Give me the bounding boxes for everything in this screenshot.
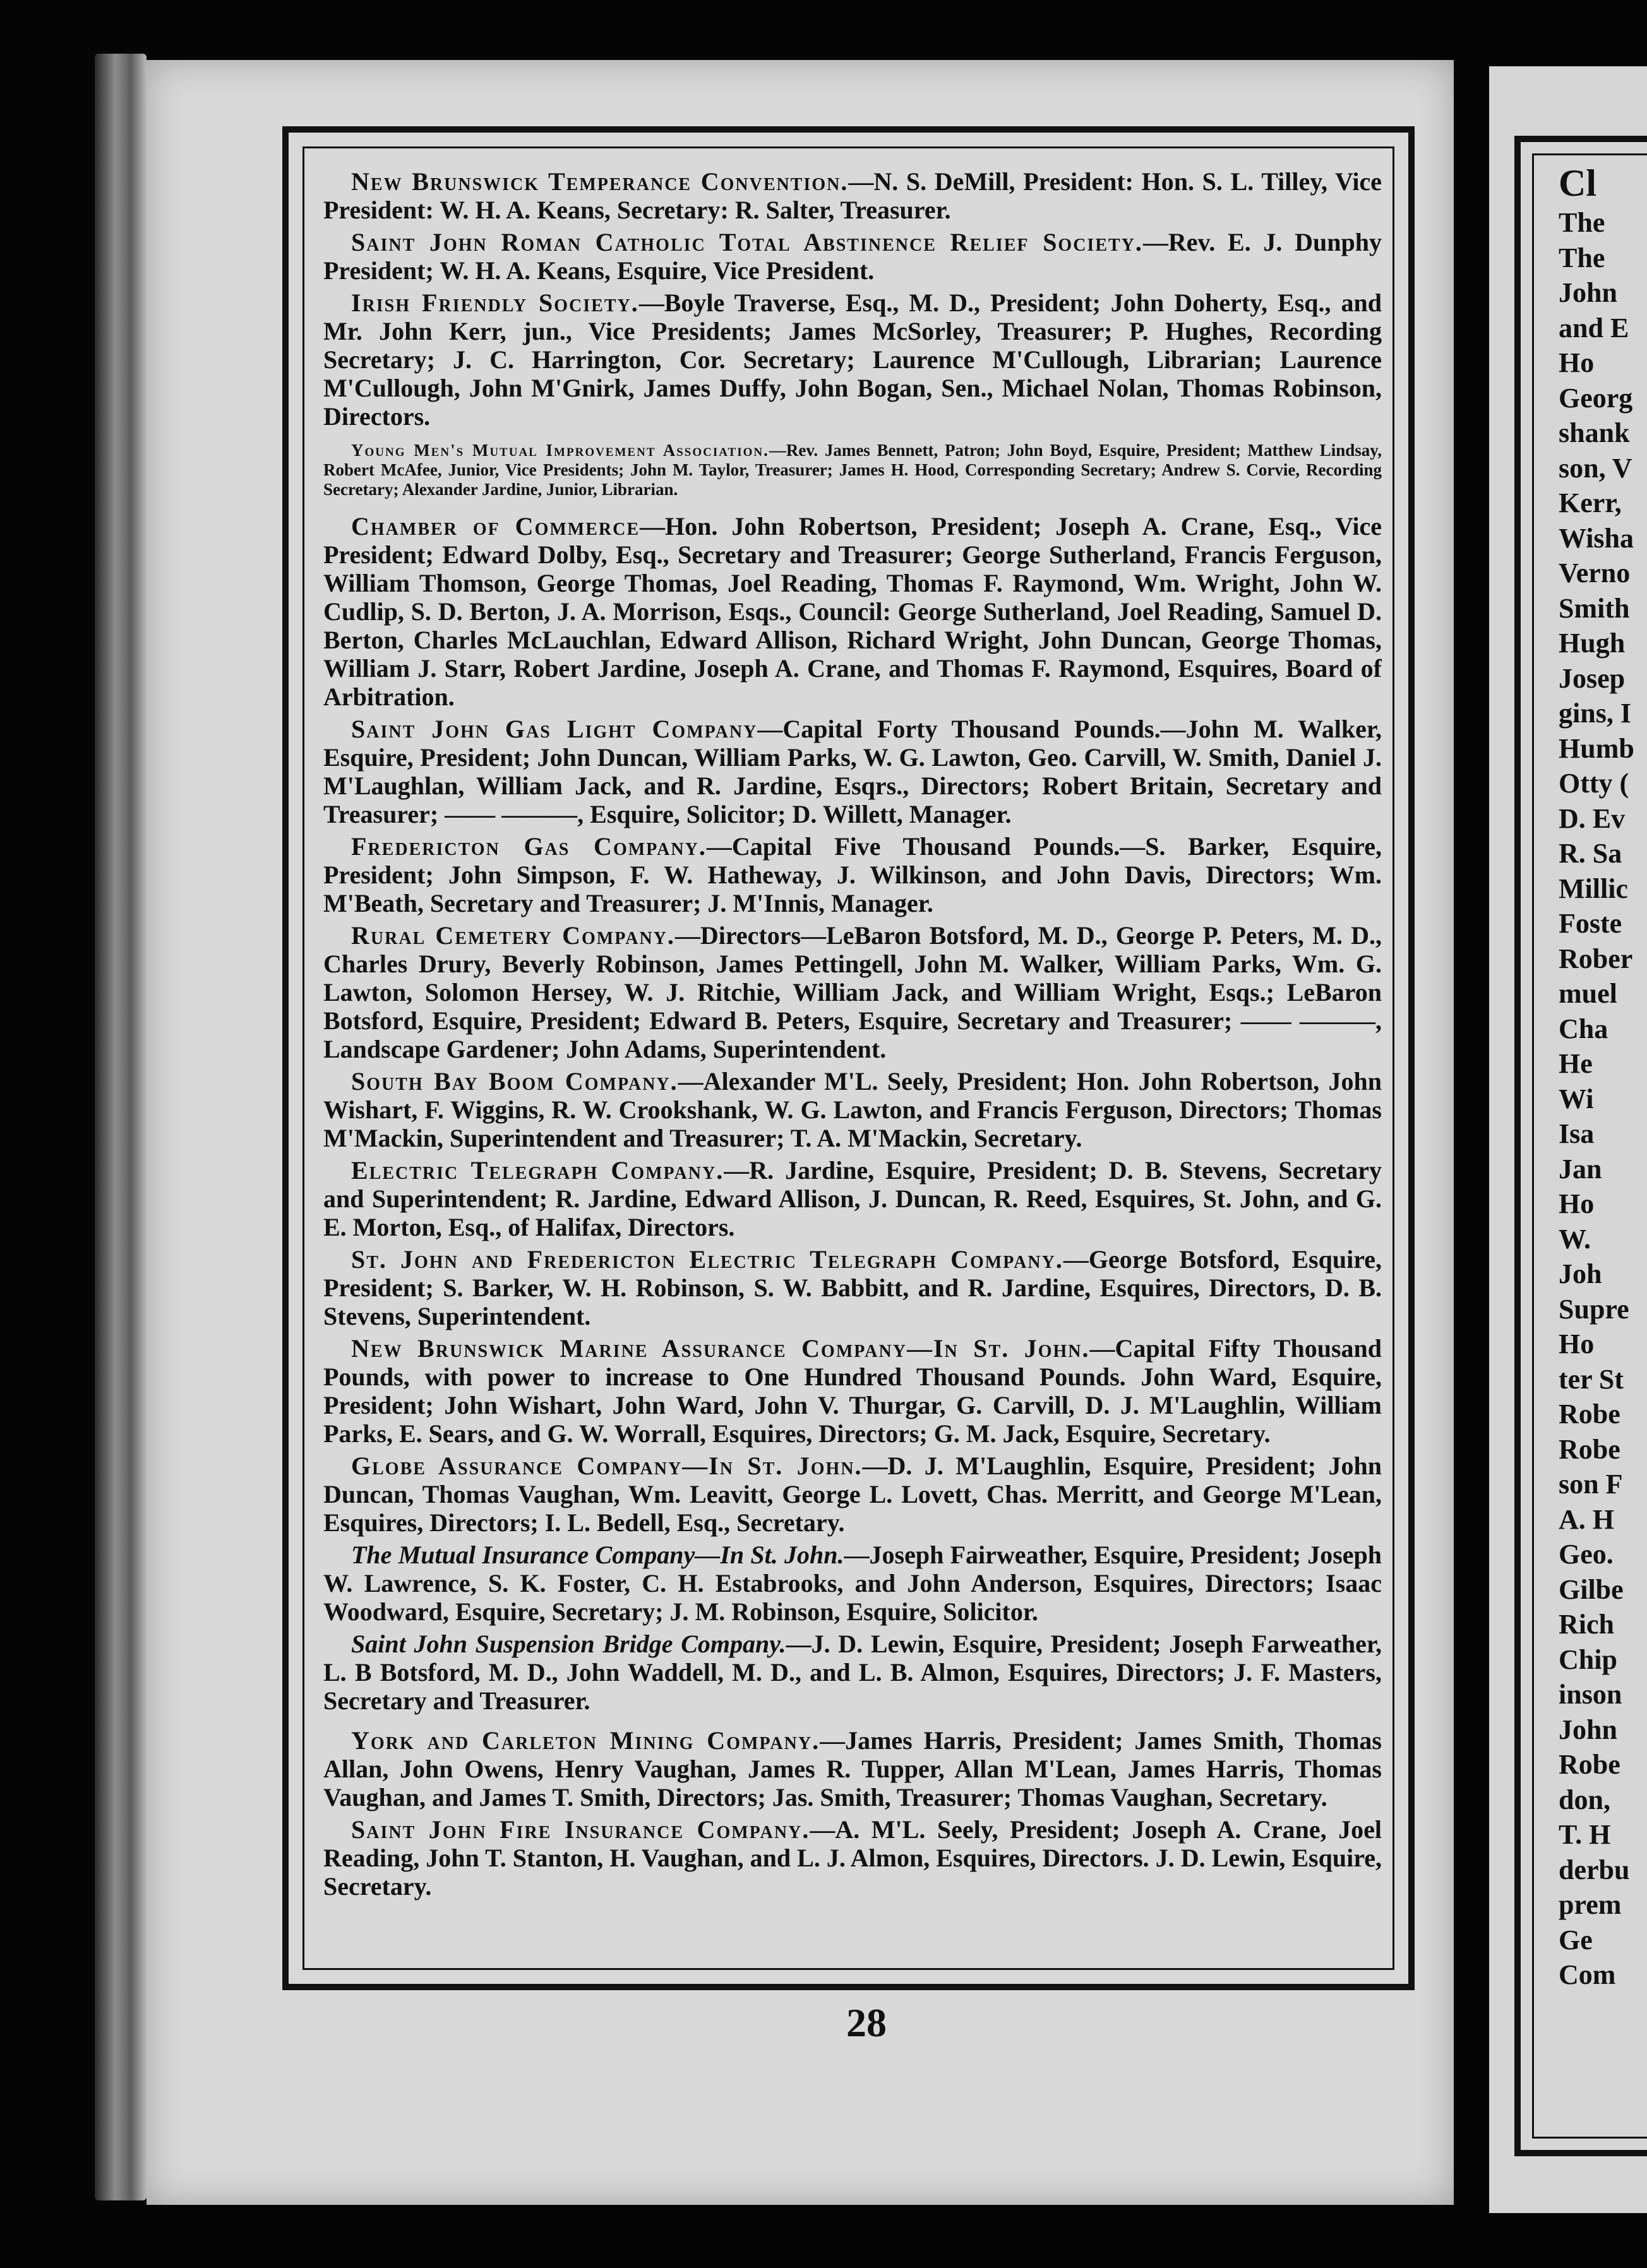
- entry-globe-assurance-company: Globe Assurance Company—In St. John.—D. J. M'Laughlin, Esquire, President; John Duncan, Thomas Vaughan, Wm. Leavitt, George L. Lovett, Chas. Merritt, and George M'Lean, Esquires, Directors; I. L. Bedell, Esq., Secretary.: [323, 1452, 1382, 1537]
- page-number: 28: [846, 2000, 887, 2045]
- facing-page-line: Rich: [1559, 1609, 1614, 1640]
- facing-page-line: muel: [1559, 978, 1617, 1009]
- facing-page-line: Georg: [1559, 382, 1633, 414]
- facing-page-line: Com: [1559, 1959, 1616, 1990]
- facing-page-line: Millic: [1559, 873, 1628, 904]
- facing-page-line: Smith: [1559, 592, 1630, 624]
- facing-page-lines: [1559, 205, 1647, 1993]
- facing-page-line: Wi: [1559, 1083, 1594, 1114]
- entry-irish-friendly-society: Irish Friendly Society.—Boyle Traverse, Esq., M. D., President; John Doherty, Esq., and Mr. John Kerr, jun., Vice Presidents; James McSorley, Treasurer; P. Hughes, Recording Secretary; J. C. Harrington, Cor. Secretary; Laurence M'Cullough, Librarian; Laurence M'Cullough, John M'Gnirk, James Duffy, John Bogan, Sen., Michael Nolan, Thomas Robinson, Directors.: [323, 289, 1382, 431]
- facing-page-line: Ho: [1559, 1328, 1595, 1359]
- facing-page-line: Joh: [1559, 1258, 1602, 1289]
- facing-page-line: The: [1559, 207, 1605, 238]
- facing-page-line: Josep: [1559, 662, 1626, 694]
- facing-page-line: gins, I: [1559, 698, 1631, 729]
- facing-page-line: Foste: [1559, 908, 1622, 939]
- facing-page-text: [1559, 161, 1647, 1993]
- facing-page-heading: Cl: [1559, 162, 1596, 204]
- facing-page-line: Cha: [1559, 1013, 1608, 1044]
- facing-page-line: Otty (: [1559, 768, 1629, 799]
- facing-page-line: He: [1559, 1048, 1593, 1079]
- entry-mutual-insurance-company: The Mutual Insurance Company—In St. John.—Joseph Fairweather, Esquire, President; Joseph W. Lawrence, S. K. Foster, C. H. Estabrooks, and John Anderson, Esquires, Directors; Isaac Woodward, Esquire, Secretary; J. M. Robinson, Esquire, Solicitor.: [323, 1541, 1382, 1626]
- facing-page-line: Rober: [1559, 943, 1633, 974]
- facing-page-fragment: [1489, 66, 1647, 2213]
- facing-page-line: Gilbe: [1559, 1573, 1624, 1605]
- facing-page-line: Robe: [1559, 1749, 1620, 1780]
- facing-page-line: Isa: [1559, 1118, 1595, 1149]
- facing-page-line: Verno: [1559, 558, 1631, 588]
- facing-page-line: The: [1559, 242, 1605, 273]
- facing-page-line: John: [1559, 1714, 1617, 1745]
- entry-suspension-bridge-company: Saint John Suspension Bridge Company.—J. D. Lewin, Esquire, President; Joseph Farweather, L. B Botsford, M. D., John Waddell, M. D., and L. B. Almon, Esquires, Directors; J. F. Masters, Secretary and Treasurer.: [323, 1630, 1382, 1715]
- facing-page-line: W.: [1559, 1223, 1591, 1255]
- facing-page-line: T. H: [1559, 1819, 1611, 1850]
- facing-page-line: don,: [1559, 1784, 1610, 1815]
- entry-electric-telegraph-company: Electric Telegraph Company.—R. Jardine, Esquire, President; D. B. Stevens, Secretary and Superintendent; R. Jardine, Edward Allison, J. Duncan, R. Reed, Esquires, St. John, and G. E. Morton, Esq., of Halifax, Directors.: [323, 1156, 1382, 1241]
- facing-page-line: A. H: [1559, 1503, 1614, 1535]
- document-page: [147, 60, 1454, 2205]
- page-border-frame: [282, 126, 1415, 1990]
- facing-page-line: D. Ev: [1559, 803, 1626, 834]
- facing-page-line: ter St: [1559, 1363, 1624, 1395]
- facing-page-line: Robe: [1559, 1433, 1620, 1465]
- entry-marine-assurance-company: New Brunswick Marine Assurance Company—In St. John.—Capital Fifty Thousand Pounds, with power to increase to One Hundred Thousand Pounds. John Ward, Esquire, President; John Wishart, John Ward, John V. Thurgar, G. Carvill, D. J. M'Laughlin, William Parks, E. Sears, and G. W. Worrall, Esquires, Directors; G. M. Jack, Esquire, Secretary.: [323, 1334, 1382, 1448]
- entry-total-abstinence-society: Saint John Roman Catholic Total Abstinence Relief Society.—Rev. E. J. Dunphy President; W. H. A. Keans, Esquire, Vice President.: [323, 228, 1382, 285]
- entry-rural-cemetery-company: Rural Cemetery Company.—Directors—LeBaron Botsford, M. D., George P. Peters, M. D., Charles Drury, Beverly Robinson, James Pettingell, John M. Walker, William Parks, Wm. G. Lawton, Solomon Hersey, W. J. Ritchie, William Jack, and William Wright, Esqs.; LeBaron Botsford, Esquire, President; Edward B. Peters, Esquire, Secretary and Treasurer; —— ———, Landscape Gardener; John Adams, Superintendent.: [323, 921, 1382, 1063]
- facing-page-line: and E: [1559, 312, 1629, 343]
- facing-page-line: Humb: [1559, 732, 1634, 764]
- directory-listing: [323, 167, 1382, 1961]
- facing-page-line: Supre: [1559, 1293, 1629, 1325]
- facing-page-line: R. Sa: [1559, 838, 1622, 869]
- entry-south-bay-boom-company: South Bay Boom Company.—Alexander M'L. Seely, President; Hon. John Robertson, John Wishart, F. Wiggins, R. W. Crookshank, W. G. Lawton, and Francis Ferguson, Directors; Thomas M'Mackin, Superintendent and Treasurer; T. A. M'Mackin, Secretary.: [323, 1067, 1382, 1152]
- facing-page-line: son, V: [1559, 452, 1632, 484]
- facing-page-line: Ho: [1559, 1188, 1595, 1219]
- facing-page-line: Jan: [1559, 1153, 1602, 1185]
- facing-page-line: Chip: [1559, 1644, 1617, 1675]
- facing-page-line: Wisha: [1559, 522, 1634, 554]
- facing-page-line: Robe: [1559, 1399, 1620, 1429]
- facing-page-line: prem: [1559, 1889, 1622, 1920]
- facing-page-line: Hugh: [1559, 628, 1626, 659]
- facing-page-line: Kerr,: [1559, 487, 1622, 518]
- facing-page-line: Ge: [1559, 1924, 1593, 1955]
- entry-fredericton-gas-company: Fredericton Gas Company.—Capital Five Thousand Pounds.—S. Barker, Esquire, President; John Simpson, F. W. Hatheway, J. Wilkinson, and John Davis, Directors; Wm. M'Beath, Secretary and Treasurer; J. M'Innis, Manager.: [323, 832, 1382, 917]
- facing-page-line: shank: [1559, 417, 1630, 448]
- facing-page-line: John: [1559, 277, 1617, 308]
- facing-page-line: son F: [1559, 1469, 1623, 1500]
- entry-young-mens-association: Young Men's Mutual Improvement Association.—Rev. James Bennett, Patron; John Boyd, Esquire, President; Matthew Lindsay, Robert McAfee, Junior, Vice Presidents; John M. Taylor, Treasurer; James H. Hood, Corresponding Secretary; Andrew S. Corvie, Recording Secretary; Alexander Jardine, Junior, Librarian.: [323, 441, 1382, 499]
- facing-page-line: inson: [1559, 1679, 1622, 1710]
- entry-chamber-of-commerce: Chamber of Commerce—Hon. John Robertson, President; Joseph A. Crane, Esq., Vice President; Edward Dolby, Esq., Secretary and Treasurer; George Sutherland, Francis Ferguson, William Thomson, George Thomas, Joel Reading, Thomas F. Raymond, Wm. Wright, John W. Cudlip, S. D. Berton, J. A. Morrison, Esqs., Council: George Sutherland, Joel Reading, Samuel D. Berton, Charles McLauchlan, Edward Allison, Richard Wright, John Duncan, George Thomas, William J. Starr, Robert Jardine, Joseph A. Crane, and Thomas F. Raymond, Esquires, Board of Arbitration.: [323, 512, 1382, 711]
- entry-mining-company: York and Carleton Mining Company.—James Harris, President; James Smith, Thomas Allan, John Owens, Henry Vaughan, James R. Tupper, Allan M'Lean, James Harris, Thomas Vaughan, and James T. Smith, Directors; Jas. Smith, Treasurer; Thomas Vaughan, Secretary.: [323, 1726, 1382, 1811]
- entry-st-john-fredericton-telegraph: St. John and Fredericton Electric Telegraph Company.—George Botsford, Esquire, President; S. Barker, W. H. Robinson, S. W. Babbitt, and R. Jardine, Esquires, Directors, D. B. Stevens, Superintendent.: [323, 1245, 1382, 1330]
- book-gutter-edge: [95, 54, 147, 2200]
- entry-fire-insurance-company: Saint John Fire Insurance Company.—A. M'L. Seely, President; Joseph A. Crane, Joel Reading, John T. Stanton, H. Vaughan, and L. J. Almon, Esquires, Directors. J. D. Lewin, Esquire, Secretary.: [323, 1815, 1382, 1901]
- entry-temperance-convention: New Brunswick Temperance Convention.—N. S. DeMill, President: Hon. S. L. Tilley, Vice President: W. H. A. Keans, Secretary: R. Salter, Treasurer.: [323, 167, 1382, 224]
- facing-page-line: Ho: [1559, 347, 1595, 378]
- facing-page-line: derbu: [1559, 1854, 1630, 1885]
- facing-page-line: Geo.: [1559, 1539, 1614, 1570]
- entry-gas-light-company: Saint John Gas Light Company—Capital Forty Thousand Pounds.—John M. Walker, Esquire, President; John Duncan, William Parks, W. G. Lawton, Geo. Carvill, W. Smith, Daniel J. M'Laughlan, William Jack, and R. Jardine, Esqrs., Directors; Robert Britain, Secretary and Treasurer; —— ———, Esquire, Solicitor; D. Willett, Manager.: [323, 715, 1382, 828]
